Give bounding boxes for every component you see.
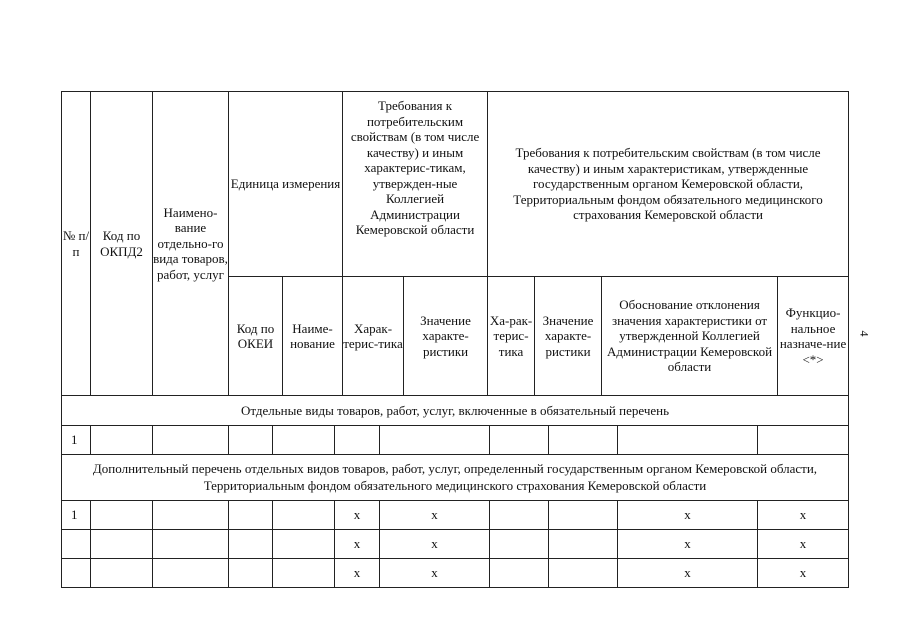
cell-x: x	[335, 501, 380, 530]
header-char2: Ха-рак-терис-тика	[488, 277, 535, 396]
header-num: № п/п	[62, 92, 91, 396]
header-item-name: Наимено-вание отдельно-го вида товаров, работ, услуг	[153, 92, 229, 396]
row-num	[62, 530, 91, 559]
cell-x: x	[758, 530, 849, 559]
table-row	[62, 501, 849, 530]
cell-x: x	[758, 559, 849, 588]
table-row	[61, 425, 849, 455]
cell-x: x	[380, 530, 490, 559]
cell-x: x	[618, 530, 758, 559]
cell-x: x	[335, 559, 380, 588]
header-req-organ: Требования к потребительским свойствам (в том числе качеству) и иным характеристикам, утвержденные государственным органом Кемеровской области, Территориальным фондом обязательного медицинского страхования Кемеровской области	[488, 92, 849, 277]
row-num: 1	[62, 426, 91, 455]
cell-x: x	[758, 501, 849, 530]
header-okpd2: Код по ОКПД2	[91, 92, 153, 396]
row-num	[62, 559, 91, 588]
header-purpose: Функцио-нальное назначе-ние <*>	[778, 277, 849, 396]
page-number: 4	[857, 330, 872, 337]
header-value1: Значение характе-ристики	[404, 277, 488, 396]
section-mandatory: Отдельные виды товаров, работ, услуг, включенные в обязательный перечень	[61, 395, 849, 426]
header-table	[61, 91, 849, 396]
cell-x: x	[380, 501, 490, 530]
header-okei: Код по ОКЕИ	[229, 277, 283, 396]
table-row	[62, 559, 849, 588]
row-num: 1	[62, 501, 91, 530]
cell-x: x	[335, 530, 380, 559]
header-req-kollegia: Требования к потребительским свойствам (в том числе качеству) и иным характерис-тикам, утвержден-ные Коллегией Администрации Кемеровской области	[343, 92, 488, 277]
section-additional: Дополнительный перечень отдельных видов товаров, работ, услуг, определенный государственным органом Кемеровской области, Территориальным фондом обязательного медицинского страхования Кемеровской области	[61, 454, 849, 501]
cell-x: x	[618, 559, 758, 588]
cell-x: x	[380, 559, 490, 588]
cell-x: x	[618, 501, 758, 530]
header-justification: Обоснование отклонения значения характеристики от утвержденной Коллегией Администрации Кемеровской области	[602, 277, 778, 396]
data-rows	[61, 500, 849, 588]
header-value2: Значение характе-ристики	[535, 277, 602, 396]
header-char1: Харак-терис-тика	[343, 277, 404, 396]
header-unit-name: Наиме-нование	[283, 277, 343, 396]
header-unit: Единица измерения	[229, 92, 343, 277]
table-row	[62, 530, 849, 559]
